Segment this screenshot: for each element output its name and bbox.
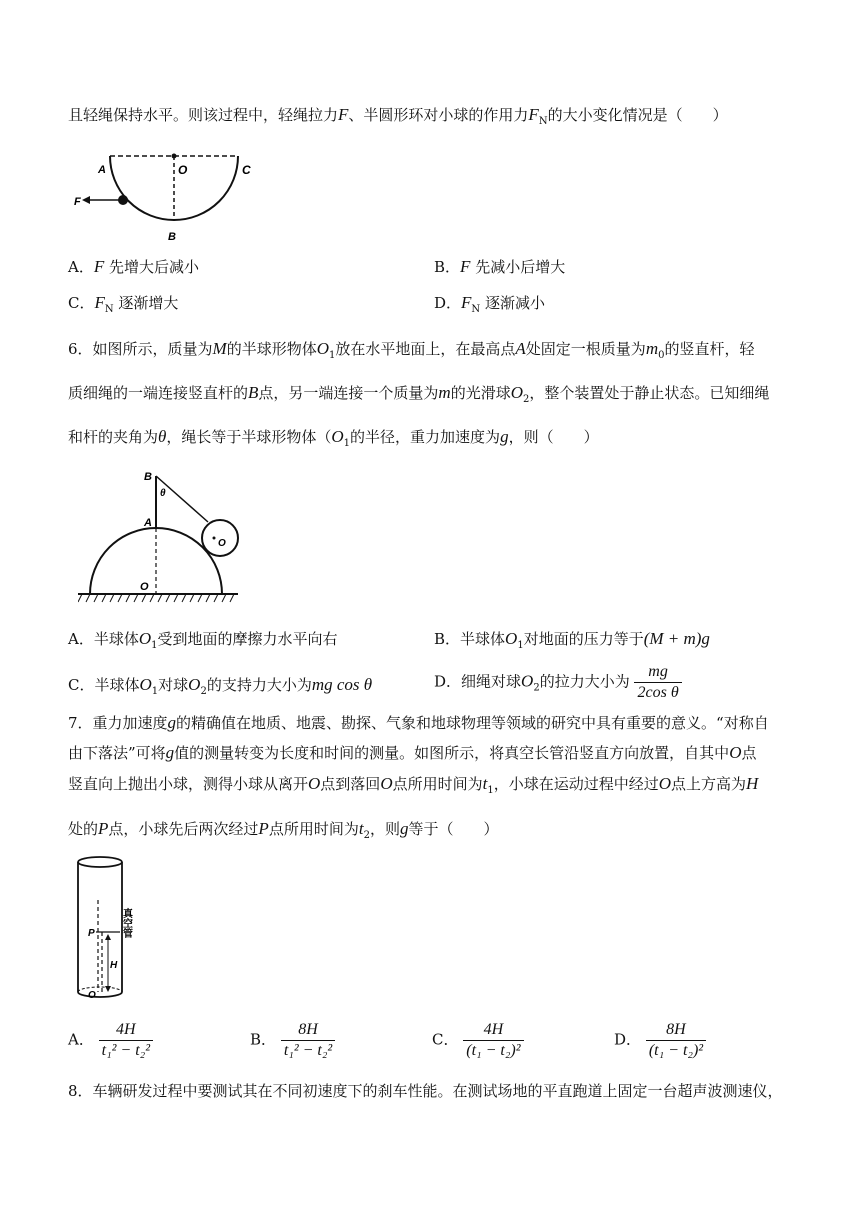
text: 点所用时间为	[392, 775, 483, 793]
q7-stem-line4	[68, 818, 498, 847]
text: 放在水平地面上，在最高点	[335, 340, 516, 358]
var: t	[482, 774, 488, 793]
label: C．	[68, 294, 95, 312]
text: 和杆的夹角为	[68, 428, 159, 446]
text: 8．车辆研发过程中要测试其在不同初速度下的刹车性能。在测试场地的平直跑道上固定一台超声波测速仪，	[68, 1082, 783, 1100]
var: O	[331, 427, 344, 446]
var: P	[258, 819, 269, 838]
q5-stem-line	[68, 104, 728, 133]
q5-option-c[interactable]	[68, 292, 178, 321]
q6-stem-line2	[68, 382, 769, 411]
label: A．	[68, 1030, 94, 1049]
sub: 1	[517, 640, 524, 651]
text: 先减小后增大	[470, 258, 566, 276]
text: 处固定一根质量为	[525, 340, 646, 358]
text: 的半径，重力加速度为	[350, 428, 501, 446]
text: 点，小球先后两次经过	[108, 820, 259, 838]
label-O2: O	[218, 538, 226, 549]
text: 竖直向上抛出小球，测得小球从离开	[68, 775, 309, 793]
var: B	[248, 383, 259, 402]
text: 的光滑球	[450, 384, 511, 402]
fraction	[634, 662, 681, 703]
label-O: O	[88, 990, 96, 1001]
var: O	[505, 629, 518, 648]
var: F	[93, 257, 105, 276]
text: 逐渐增大	[113, 294, 179, 312]
text: A．半球体	[68, 630, 139, 648]
q6-stem-line1	[68, 338, 754, 367]
text: 的半球形物体	[226, 340, 317, 358]
text: 对球	[158, 676, 189, 694]
q6-figure	[78, 466, 248, 608]
denominator: (t₁ − t₂)²	[648, 1042, 704, 1059]
label-O: O	[178, 163, 188, 177]
q6-option-b[interactable]	[434, 628, 710, 657]
q5-option-b[interactable]	[434, 256, 565, 278]
label: D．	[434, 294, 462, 312]
numerator: 4H	[463, 1020, 523, 1041]
text: 点所用时间为	[268, 820, 359, 838]
numerator: 8H	[646, 1020, 706, 1041]
text: 对地面的压力等于	[523, 630, 644, 648]
var: O	[729, 743, 742, 762]
text: 处的	[68, 820, 99, 838]
sub: 2	[363, 830, 370, 841]
text: 点	[741, 744, 757, 762]
label-vacuum-tube: 真空管	[120, 908, 132, 938]
q6-option-d[interactable]	[434, 662, 682, 703]
q5-option-d[interactable]	[434, 292, 545, 321]
label-H: H	[110, 960, 118, 971]
sub: 0	[658, 350, 665, 361]
fraction	[646, 1020, 706, 1061]
text: 点上方高为	[671, 775, 747, 793]
text: 的竖直杆，轻	[664, 340, 755, 358]
q6-option-a[interactable]	[68, 628, 338, 657]
var-F: F	[338, 105, 349, 124]
sub: 1	[487, 785, 494, 796]
formula: (M + m)g	[643, 629, 710, 648]
var: O	[139, 675, 152, 694]
text: 值的测量转变为长度和时间的测量。如图所示，将真空长管沿竖直方向放置，自其中	[174, 744, 730, 762]
text: ，则	[369, 820, 400, 838]
label-B: B	[144, 471, 152, 483]
var: g	[500, 427, 509, 446]
sub: 2	[523, 394, 530, 405]
numerator: mg	[634, 662, 681, 683]
var: O	[308, 774, 321, 793]
fraction	[281, 1020, 335, 1061]
var: F	[94, 293, 105, 312]
sub: N	[104, 304, 114, 315]
q7-option-b[interactable]	[250, 1020, 335, 1061]
var: O	[380, 774, 393, 793]
label: B．	[434, 258, 461, 276]
text: 的支持力大小为	[206, 676, 312, 694]
sub: 1	[329, 350, 336, 361]
denominator: 2cos θ	[637, 684, 679, 701]
formula: mg cos θ	[311, 675, 373, 694]
var: θ	[158, 427, 167, 446]
label: D．	[614, 1030, 642, 1049]
sub: 2	[200, 686, 207, 697]
var: O	[521, 671, 534, 691]
text: 点，另一端连接一个质量为	[258, 384, 439, 402]
text: 6．如图所示，质量为	[68, 340, 213, 358]
text: 的拉力大小为	[539, 672, 630, 691]
text: 由下落法”可将	[68, 744, 166, 762]
denominator: t₁² − t₂²	[283, 1042, 333, 1059]
var: O	[316, 339, 330, 358]
var: H	[746, 774, 759, 793]
var: P	[98, 819, 109, 838]
var: M	[212, 339, 227, 358]
label-A: A	[144, 517, 152, 529]
var: O	[188, 675, 201, 694]
q8-stem-line1	[68, 1080, 783, 1102]
label-F: F	[74, 196, 81, 208]
text: ，小球在运动过程中经过	[493, 775, 659, 793]
text: 先增大后减小	[104, 258, 200, 276]
label-B: B	[168, 231, 176, 243]
text: 的大小变化情况是（ ）	[547, 106, 728, 124]
label: B．	[250, 1030, 277, 1049]
text: 质细绳的一端连接竖直杆的	[68, 384, 249, 402]
fraction	[99, 1020, 153, 1061]
sub: 2	[533, 682, 540, 694]
var: g	[399, 819, 409, 838]
denominator: (t₁ − t₂)²	[466, 1042, 521, 1059]
text: 逐渐减小	[480, 294, 545, 312]
q7-option-a[interactable]	[68, 1020, 153, 1061]
var: A	[515, 339, 526, 358]
var: t	[358, 819, 364, 838]
denominator: t₁² − t₂²	[101, 1042, 151, 1059]
fraction	[463, 1020, 523, 1061]
text: C．半球体	[68, 676, 140, 694]
q7-stem-line2	[68, 742, 756, 764]
var: g	[165, 743, 175, 762]
label-C: C	[242, 163, 251, 177]
var: g	[167, 713, 177, 732]
text: ，整个装置处于静止状态。已知细绳	[529, 384, 770, 402]
text: 且轻绳保持水平。则该过程中，轻绳拉力	[68, 106, 339, 124]
text: 受到地面的摩擦力水平向右	[157, 630, 338, 648]
sub: 1	[151, 686, 159, 697]
text: ，绳长等于半球形物体（	[166, 428, 332, 446]
var: m	[645, 339, 659, 358]
q7-stem-line3	[68, 773, 758, 802]
text: 等于（ ）	[408, 820, 499, 838]
var-FN: F	[528, 105, 539, 124]
label-A: A	[98, 164, 106, 176]
var: F	[461, 293, 472, 312]
sub: 1	[151, 640, 158, 651]
var: O	[138, 629, 152, 648]
text: 7．重力加速度	[68, 714, 168, 732]
label-P: P	[88, 928, 95, 939]
q7-figure	[72, 852, 152, 1002]
q7-option-c[interactable]	[432, 1020, 524, 1061]
text: 点到落回	[320, 775, 381, 793]
label: C．	[432, 1030, 459, 1049]
label-theta: θ	[160, 488, 166, 499]
q6-stem-line3	[68, 426, 599, 455]
text: B．半球体	[434, 630, 506, 648]
var: F	[460, 257, 471, 276]
sub: N	[471, 304, 481, 315]
text: ，则（ ）	[508, 428, 599, 446]
sub: N	[538, 116, 548, 127]
text: D．细绳对球	[434, 672, 522, 691]
numerator: 4H	[99, 1020, 153, 1041]
q5-option-a[interactable]	[68, 256, 199, 278]
var: O	[658, 774, 672, 793]
label: A．	[68, 258, 94, 276]
numerator: 8H	[281, 1020, 335, 1041]
q7-option-d[interactable]	[614, 1020, 706, 1061]
q7-stem-line1	[68, 712, 769, 734]
text: 的精确值在地质、地震、勘探、气象和地球物理等领域的研究中具有重要的意义。“对称自	[176, 714, 769, 732]
var: O	[510, 383, 523, 402]
sub: 1	[343, 438, 351, 449]
label-O1: O	[140, 581, 149, 593]
q5-figure	[68, 150, 268, 245]
text: 、半圆形环对小球的作用力	[348, 106, 529, 124]
var: m	[438, 383, 451, 402]
q6-option-c[interactable]	[68, 674, 372, 703]
